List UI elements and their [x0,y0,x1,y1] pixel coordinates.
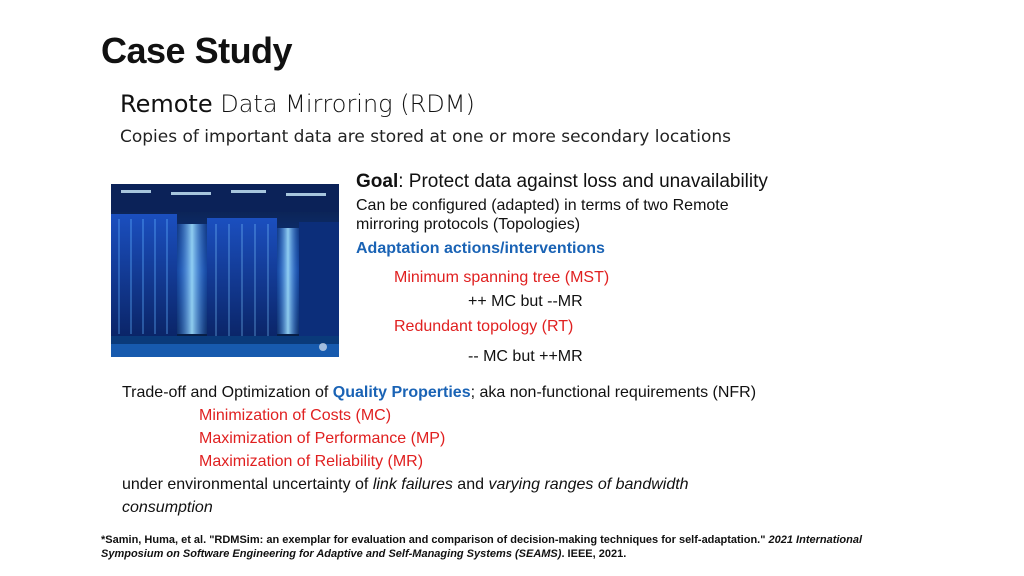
config-line-1: Can be configured (adapted) in terms of two Remote [356,197,729,214]
reference-line-2 [101,548,626,560]
mst-topology: Minimum spanning tree (MST) [394,269,610,286]
tradeoff-post: ; aka non-functional requirements (NFR) [470,384,757,401]
adaptation-heading: Adaptation actions/interventions [356,240,605,257]
datacenter-image [111,184,339,357]
goal-statement [356,171,768,193]
rt-effect: -- MC but ++MR [468,348,583,365]
uncertainty-line-2 [122,499,213,517]
reference-publisher: . IEEE, 2021. [561,548,627,560]
goal-item: Maximization of Performance (MP) [199,430,446,447]
topic-heading [120,90,475,118]
uncertainty-statement [122,476,689,494]
reference-venue: 2021 International [768,534,863,546]
page-title: Case Study [101,30,293,71]
mst-effect: ++ MC but --MR [468,293,583,310]
reference-line-1 [101,534,862,546]
uncertainty-em1: link failures [372,476,453,493]
topic-description: Copies of important data are stored at one or more secondary locations [120,127,732,147]
uncertainty-em2: varying ranges of bandwidth [488,476,689,493]
reference-text: *Samin, Huma, et al. "RDMSim: an exemplar for evaluation and comparison of decision-making techniques for self-adaptation." [101,534,769,546]
topic-lead: Remote [120,90,213,118]
tradeoff-statement [122,384,756,402]
reference-venue-cont: Symposium on Software Engineering for Adaptive and Self-Managing Systems (SEAMS) [101,548,562,560]
goal-item: Minimization of Costs (MC) [199,407,392,424]
goal-item: Maximization of Reliability (MR) [199,453,424,470]
config-line-2: mirroring protocols (Topologies) [356,216,581,233]
uncertainty-em3: consumption [122,499,213,516]
goal-text: : Protect data against loss and unavailability [398,171,768,192]
quality-properties-term: Quality Properties [332,384,471,401]
uncertainty-mid: and [452,476,489,493]
rt-topology: Redundant topology (RT) [394,318,574,335]
goal-label: Goal [356,171,399,192]
uncertainty-pre: under environmental uncertainty of [122,476,373,493]
topic-rest: Data Mirroring (RDM) [212,90,475,118]
tradeoff-pre: Trade-off and Optimization of [122,384,333,401]
